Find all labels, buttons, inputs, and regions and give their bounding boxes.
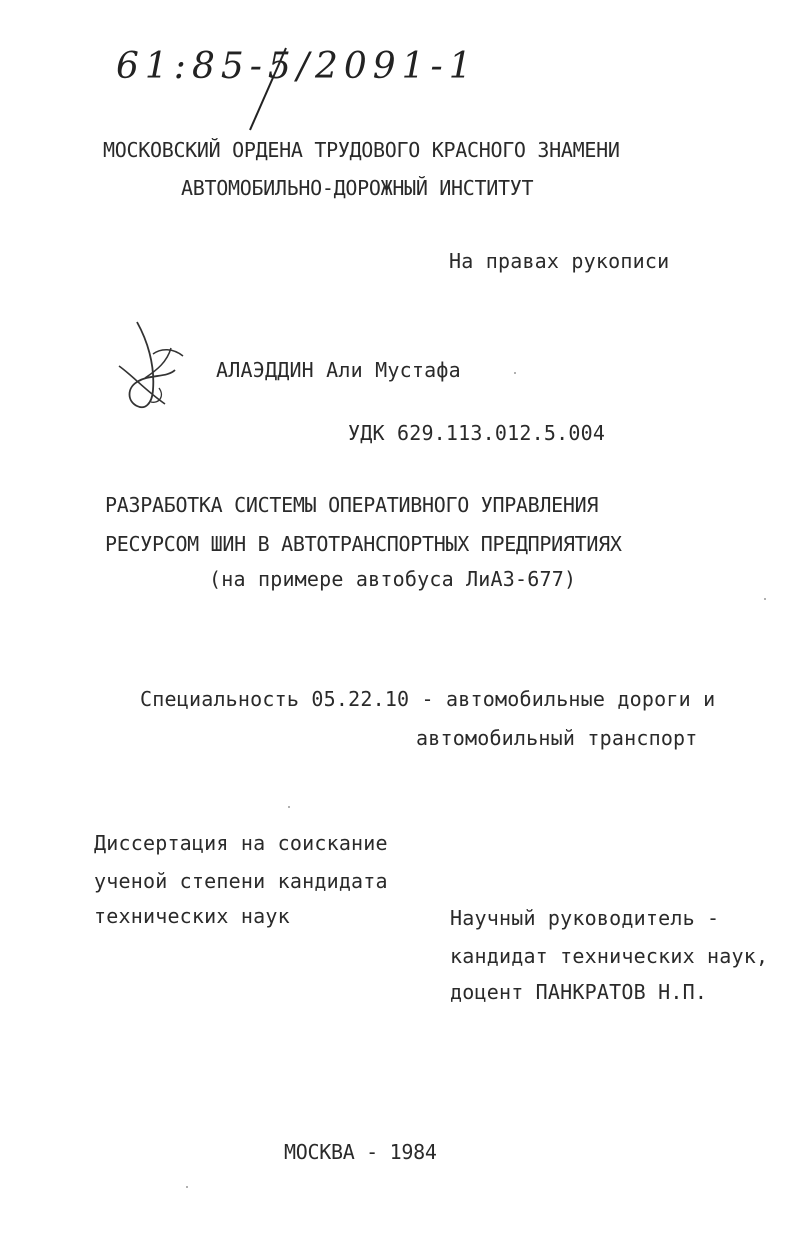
speck [764,598,766,600]
catalog-number: 61:85-5/2091-1 [116,46,478,87]
catalog-slash-mark [238,44,298,134]
supervisor-line-2: кандидат технических наук, [450,944,769,968]
speck [514,372,516,374]
institution-line-1: МОСКОВСКИЙ ОРДЕНА ТРУДОВОГО КРАСНОГО ЗНАМЕНИ [103,138,620,162]
institution-line-2: АВТОМОБИЛЬНО-ДОРОЖНЫЙ ИНСТИТУТ [181,176,534,200]
specialty-line-2: автомобильный транспорт [416,726,698,750]
title-line-2: РЕСУРСОМ ШИН В АВТОТРАНСПОРТНЫХ ПРЕДПРИЯТИЯХ [105,532,622,556]
speck [288,806,290,808]
dissertation-line-1: Диссертация на соискание [94,831,388,855]
author-name: АЛАЭДДИН Али Мустафа [216,358,461,382]
city-year: МОСКВА - 1984 [284,1140,437,1164]
title-line-1: РАЗРАБОТКА СИСТЕМЫ ОПЕРАТИВНОГО УПРАВЛЕНИЯ [105,493,599,517]
supervisor-line-1: Научный руководитель - [450,906,720,930]
udk-code: УДК 629.113.012.5.004 [348,421,606,445]
rights-note: На правах рукописи [449,249,670,273]
speck [186,1186,188,1188]
dissertation-line-3: технических наук [94,904,290,928]
title-line-3: (на примере автобуса ЛиАЗ-677) [209,567,577,591]
handwritten-signature-icon [115,318,190,413]
dissertation-line-2: ученой степени кандидата [94,869,388,893]
supervisor-line-3: доцент ПАНКРАТОВ Н.П. [450,980,708,1004]
specialty-line-1: Специальность 05.22.10 - автомобильные дороги и [140,687,716,711]
